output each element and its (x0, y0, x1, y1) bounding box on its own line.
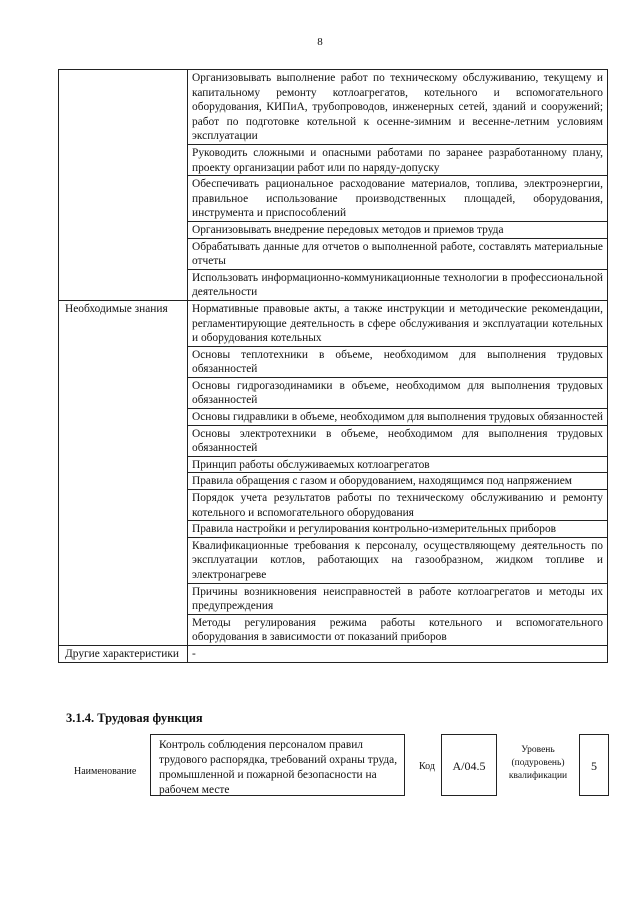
row-text-cell: Правила обращения с газом и оборудованием, находящимся под напряжением (188, 473, 608, 490)
code-label: Код (419, 761, 435, 772)
row-label-cell: Необходимые знания (59, 300, 188, 645)
row-text-cell: Порядок учета результатов работы по техническому обслуживанию и ремонту котельного и вспомогательного оборудования (188, 490, 608, 521)
name-label: Наименование (74, 766, 137, 777)
table-row (59, 645, 608, 662)
row-text-cell: Руководить сложными и опасными работами по заранее разработанному плану, проекту организации работ или по наряду-допуску (188, 144, 608, 175)
row-text-cell: Основы гидрогазодинамики в объеме, необходимом для выполнения трудовых обязанностей (188, 377, 608, 408)
row-label-cell: Другие характеристики (59, 645, 188, 662)
row-text-cell: Организовывать выполнение работ по техническому обслуживанию, текущему и капитальному ремонту котлоагрегатов, котельного и вспомогательного оборудования, КИПиА, трубопроводов, инженерных сетей, зданий и сооружений; работ по подготовке котельной к осенне-зимним и весенне-летним условиям эксплуатации (188, 70, 608, 145)
row-text-cell: Принцип работы обслуживаемых котлоагрегатов (188, 456, 608, 473)
empty-label-cell (59, 70, 188, 301)
table-row (59, 70, 608, 145)
row-text-cell: Обрабатывать данные для отчетов о выполненной работе, составлять материальные отчеты (188, 238, 608, 269)
code-value-box: A/04.5 (441, 734, 497, 796)
row-text-cell: Методы регулирования режима работы котельного и вспомогательного оборудования в зависимости от показаний приборов (188, 614, 608, 645)
level-value-box: 5 (579, 734, 609, 796)
section-heading: 3.1.4. Трудовая функция (66, 711, 203, 725)
row-text-cell: Основы гидравлики в объеме, необходимом для выполнения трудовых обязанностей (188, 409, 608, 426)
row-text-cell: Использовать информационно-коммуникационные технологии в профессиональной деятельности (188, 269, 608, 300)
page-number: 8 (317, 36, 323, 48)
table-row (59, 300, 608, 346)
row-text-cell: Организовывать внедрение передовых методов и приемов труда (188, 221, 608, 238)
row-text-cell: Квалификационные требования к персоналу, осуществляющему деятельность по эксплуатации котлов, работающих на газообразном, жидком топливе и электронагреве (188, 537, 608, 583)
level-label: Уровень (подуровень) квалификации (508, 745, 568, 781)
row-text-cell: Правила настройки и регулирования контрольно-измерительных приборов (188, 521, 608, 538)
row-text-cell: Основы электротехники в объеме, необходимом для выполнения трудовых обязанностей (188, 425, 608, 456)
row-text-cell: Основы теплотехники в объеме, необходимом для выполнения трудовых обязанностей (188, 346, 608, 377)
labor-actions-table (58, 69, 608, 663)
function-name-box: Контроль соблюдения персоналом правил трудового распорядка, требований охраны труда, промышленной и пожарной безопасности на рабочем месте (150, 734, 405, 796)
row-text-cell: Обеспечивать рациональное расходование материалов, топлива, электроэнергии, правильное использование производственных площадей, оборудования, инструмента и приспособлений (188, 176, 608, 222)
row-text-cell: Причины возникновения неисправностей в работе котлоагрегатов и методы их предупреждения (188, 583, 608, 614)
row-text-cell: Нормативные правовые акты, а также инструкции и методические рекомендации, регламентирующие деятельность в сфере обслуживания и эксплуатации котельных и оборудования котельных (188, 300, 608, 346)
row-text-cell: - (188, 645, 608, 662)
